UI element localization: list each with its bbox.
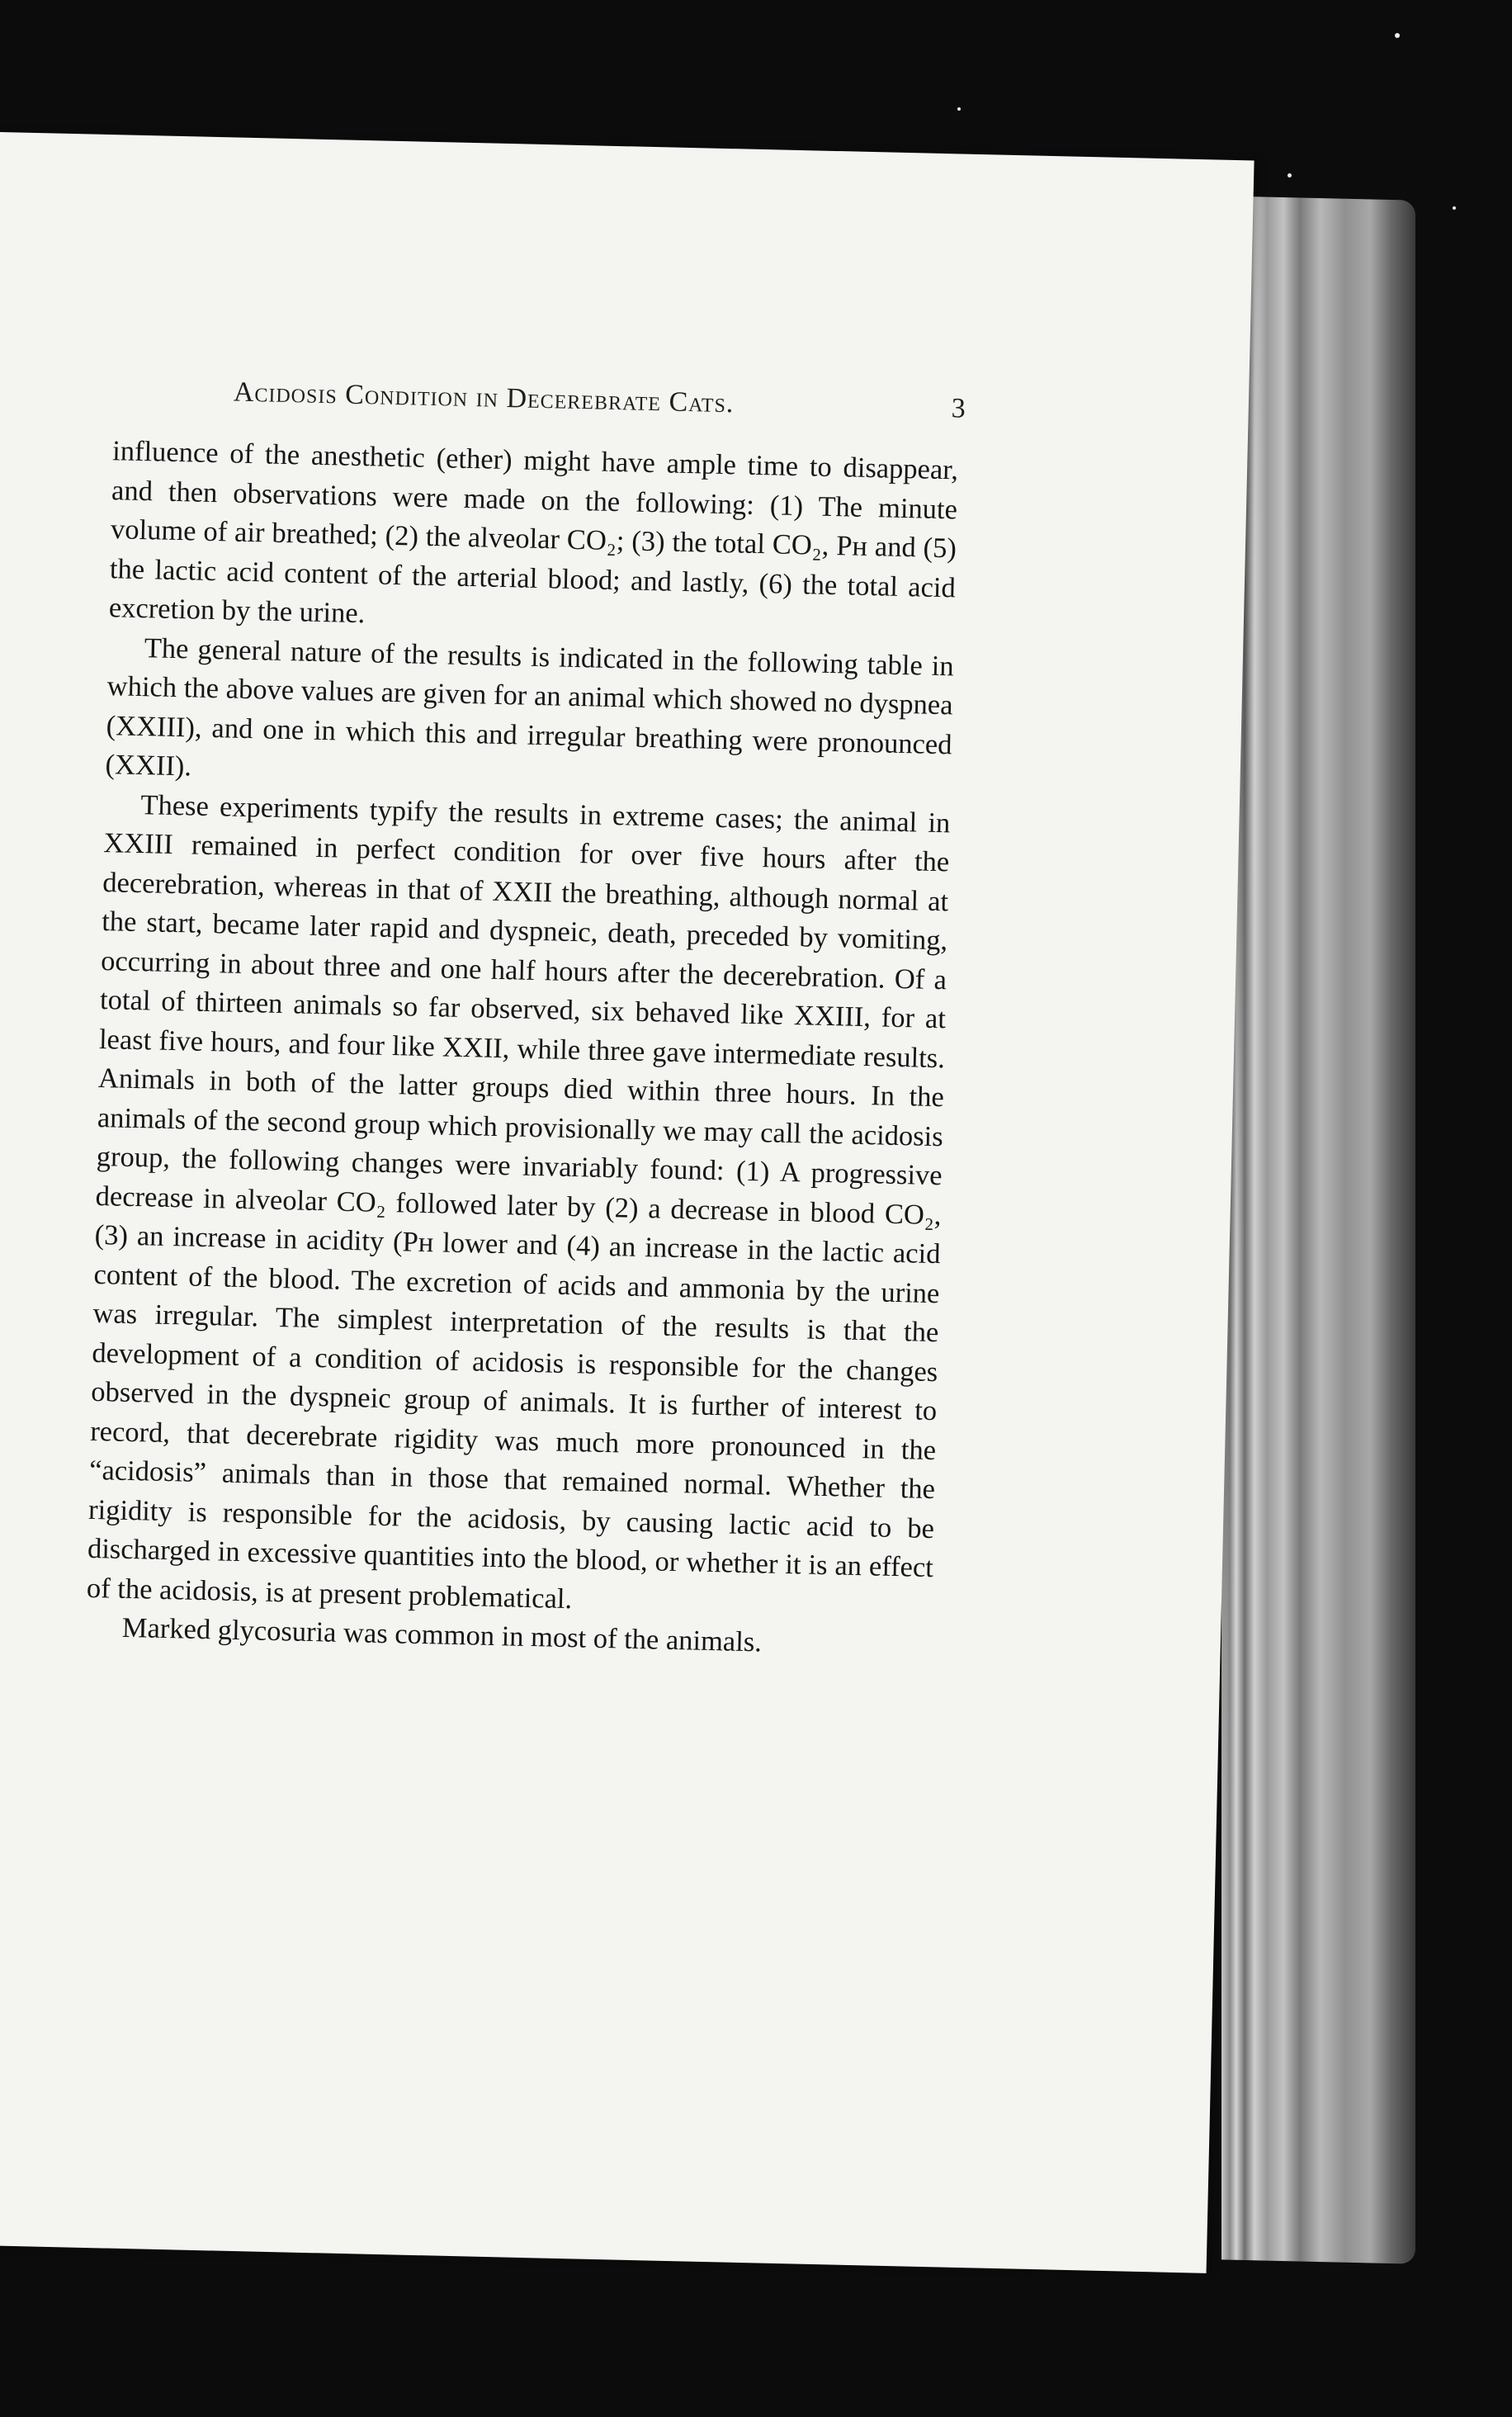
paragraph-1: influence of the anesthetic (ether) might have ample time to disappear, and then observations were made on the following: (1) The minute volume of air breathed; (2) the alveolar CO₂; (3) the total CO₂, Pʜ and (5) the lactic acid content of the arterial blood; and lastly, (6) the total acid excretion by the urine.: [108, 435, 959, 630]
paragraph-2: The general nature of the results is indicated in the following table in which the above values are given for an animal which showed no dyspnea (XXIII), and one in which this and irregular breathing were pronounced (XXII).: [105, 631, 955, 783]
page-number: 3: [951, 393, 966, 424]
body-text: [85, 432, 958, 1666]
paragraph-4: Marked glycosuria was common in most of the animals.: [121, 1611, 763, 1658]
running-head: Acidosis Condition in Decerebrate Cats.: [233, 376, 735, 419]
dust-speck: [1395, 33, 1400, 38]
dust-speck: [957, 107, 961, 111]
dust-speck: [1288, 173, 1292, 177]
book-page-edges: [1221, 196, 1415, 2263]
paragraph-3: These experiments typify the results in extreme cases; the animal in XXIII remained in perfect condition for over five hours after the decerebration, whereas in that of XXII the breathing, although normal at the start, became later rapid and dyspneic, death, preceded by vomiting, occurring in about three and one half hours after the decerebration. Of a total of thirteen animals so far observed, six behaved like XXIII, for at least five hours, and four like XXII, while three gave intermediate results. Animals in both of the latter groups died within three hours. In the animals of the second group which provisionally we may call the acidosis group, the following changes were invariably found: (1) A progressive decrease in alveolar CO₂ followed later by (2) a decrease in blood CO₂, (3) an increase in acidity (Pʜ lower and (4) an increase in the lactic acid content of the blood. The excretion of acids and ammonia by the urine was irregular. The simplest interpretation of the results is that the development of a condition of acidosis is responsible for the changes observed in the dyspneic group of animals. It is further of interest to record, that decerebrate rigidity was much more pronounced in the “acidosis” animals than in those that remained normal. Whether the rigidity is responsible for the acidosis, by causing lactic acid to be discharged in excessive quantities into the blood, or whether it is an effect of the acidosis, is at present problematical.: [86, 788, 951, 1615]
dust-speck: [1453, 206, 1456, 210]
book-page: [0, 132, 1254, 2273]
